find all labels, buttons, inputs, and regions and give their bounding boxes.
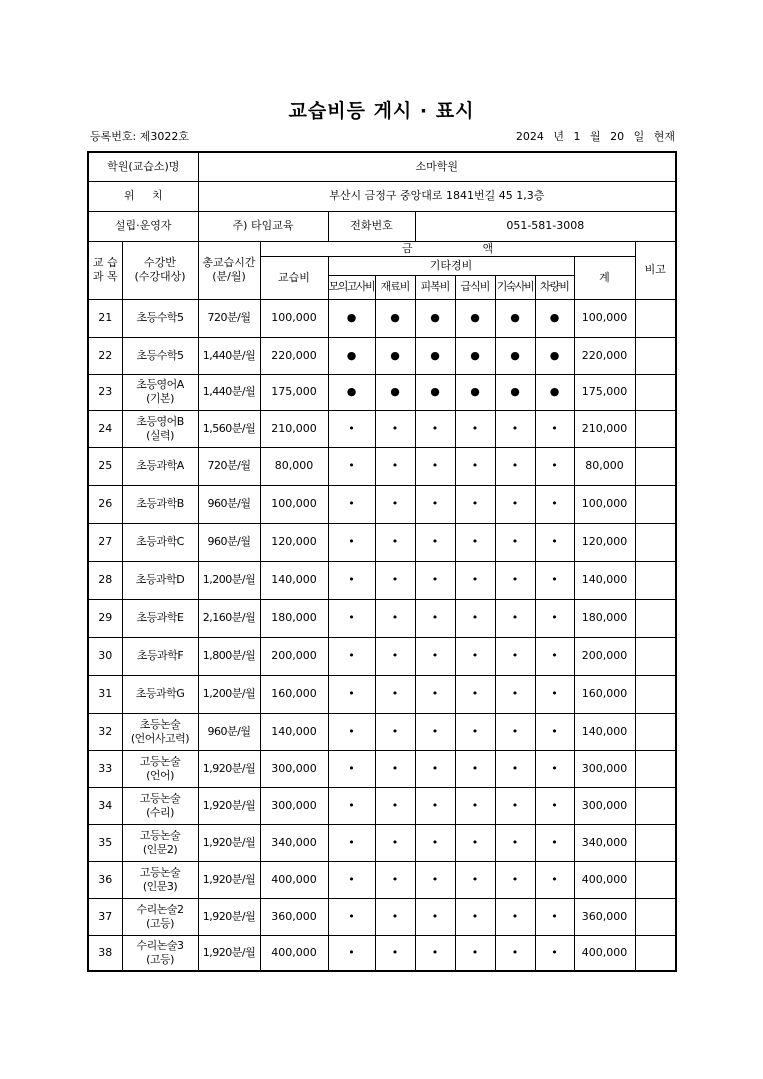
total-cell: 300,000 — [574, 750, 635, 787]
note-cell — [635, 447, 676, 485]
mock-exam-mark: • — [328, 935, 375, 971]
total-cell: 100,000 — [574, 485, 635, 523]
mock-exam-mark: • — [328, 599, 375, 637]
uniform-mark: • — [415, 447, 455, 485]
mock-exam-mark: • — [328, 861, 375, 898]
note-cell — [635, 787, 676, 824]
vehicle-mark: • — [535, 898, 574, 935]
operator-label: 설립·운영자 — [88, 211, 198, 241]
course-cell: 고등논술 (인문3) — [122, 861, 198, 898]
vehicle-mark: • — [535, 713, 574, 750]
materials-mark: • — [375, 824, 415, 861]
total-cell: 220,000 — [574, 337, 635, 374]
tuition-cell: 100,000 — [260, 485, 328, 523]
mock-exam-mark: ● — [328, 337, 375, 374]
meals-mark: • — [455, 824, 495, 861]
tuition-cell: 200,000 — [260, 637, 328, 675]
dorm-mark: • — [495, 898, 535, 935]
hours-cell: 1,920분/월 — [198, 824, 260, 861]
mock-exam-mark: • — [328, 523, 375, 561]
meals-header: 급식비 — [455, 275, 495, 299]
phone-value: 051-581-3008 — [415, 211, 676, 241]
meals-mark: • — [455, 637, 495, 675]
vehicle-mark: ● — [535, 299, 574, 337]
mock-exam-mark: • — [328, 561, 375, 599]
course-cell: 초등과학E — [122, 599, 198, 637]
hours-cell: 960분/월 — [198, 523, 260, 561]
total-cell: 80,000 — [574, 447, 635, 485]
total-header: 계 — [574, 256, 635, 299]
tuition-cell: 140,000 — [260, 713, 328, 750]
course-cell: 초등수학5 — [122, 299, 198, 337]
meals-mark: ● — [455, 374, 495, 410]
total-cell: 300,000 — [574, 787, 635, 824]
total-cell: 100,000 — [574, 299, 635, 337]
uniform-mark: • — [415, 523, 455, 561]
subject-no-cell: 32 — [88, 713, 122, 750]
vehicle-mark: • — [535, 447, 574, 485]
subject-no-cell: 29 — [88, 599, 122, 637]
dorm-mark: • — [495, 935, 535, 971]
meals-mark: • — [455, 599, 495, 637]
materials-mark: • — [375, 898, 415, 935]
uniform-mark: • — [415, 935, 455, 971]
tuition-cell: 160,000 — [260, 675, 328, 713]
uniform-mark: ● — [415, 299, 455, 337]
mock-exam-mark: • — [328, 637, 375, 675]
subject-no-cell: 37 — [88, 898, 122, 935]
vehicle-mark: • — [535, 935, 574, 971]
subject-no-cell: 26 — [88, 485, 122, 523]
mock-exam-mark: ● — [328, 299, 375, 337]
tuition-cell: 340,000 — [260, 824, 328, 861]
subject-header: 교 습 과 목 — [88, 241, 122, 299]
uniform-mark: • — [415, 787, 455, 824]
vehicle-header: 차량비 — [535, 275, 574, 299]
table-row — [88, 637, 676, 675]
tuition-cell: 100,000 — [260, 299, 328, 337]
table-row — [88, 485, 676, 523]
page-title: 교습비등 게시 · 표시 — [288, 100, 475, 122]
hours-cell: 1,440분/월 — [198, 374, 260, 410]
note-cell — [635, 410, 676, 447]
registration-number: 등록번호: 제3022호 — [90, 130, 189, 143]
course-cell: 초등영어A (기본) — [122, 374, 198, 410]
course-cell: 초등과학A — [122, 447, 198, 485]
materials-mark: • — [375, 561, 415, 599]
hours-cell: 1,920분/월 — [198, 750, 260, 787]
uniform-mark: • — [415, 485, 455, 523]
note-cell — [635, 637, 676, 675]
materials-mark: • — [375, 447, 415, 485]
uniform-mark: • — [415, 410, 455, 447]
tuition-cell: 210,000 — [260, 410, 328, 447]
table-row — [88, 750, 676, 787]
hours-cell: 720분/월 — [198, 447, 260, 485]
tuition-cell: 300,000 — [260, 787, 328, 824]
subject-no-cell: 31 — [88, 675, 122, 713]
table-row — [88, 935, 676, 971]
mock-exam-header: 모의고사비 — [328, 275, 375, 299]
uniform-mark: • — [415, 898, 455, 935]
note-cell — [635, 898, 676, 935]
meals-mark: ● — [455, 337, 495, 374]
other-expenses-header: 기타경비 — [328, 256, 574, 275]
tuition-cell: 180,000 — [260, 599, 328, 637]
dorm-mark: ● — [495, 299, 535, 337]
hours-cell: 1,920분/월 — [198, 787, 260, 824]
course-cell: 초등과학B — [122, 485, 198, 523]
total-cell: 180,000 — [574, 599, 635, 637]
uniform-mark: • — [415, 713, 455, 750]
table-row — [88, 337, 676, 374]
subject-no-cell: 34 — [88, 787, 122, 824]
hours-cell: 2,160분/월 — [198, 599, 260, 637]
materials-mark: • — [375, 861, 415, 898]
table-row — [88, 523, 676, 561]
hours-cell: 1,920분/월 — [198, 898, 260, 935]
mock-exam-mark: ● — [328, 374, 375, 410]
materials-mark: ● — [375, 337, 415, 374]
meals-mark: • — [455, 713, 495, 750]
name-value: 소마학원 — [198, 152, 676, 181]
tuition-cell: 400,000 — [260, 935, 328, 971]
table-row — [88, 299, 676, 337]
vehicle-mark: • — [535, 750, 574, 787]
dorm-mark: • — [495, 485, 535, 523]
hours-cell: 1,200분/월 — [198, 561, 260, 599]
course-cell: 고등논술 (언어) — [122, 750, 198, 787]
course-header: 수강반 (수강대상) — [122, 241, 198, 299]
materials-mark: ● — [375, 374, 415, 410]
vehicle-mark: • — [535, 637, 574, 675]
course-cell: 초등수학5 — [122, 337, 198, 374]
subject-no-cell: 36 — [88, 861, 122, 898]
hours-cell: 960분/월 — [198, 485, 260, 523]
hours-cell: 1,800분/월 — [198, 637, 260, 675]
course-cell: 수리논술3 (고등) — [122, 935, 198, 971]
subject-no-cell: 30 — [88, 637, 122, 675]
table-row — [88, 561, 676, 599]
materials-header: 재료비 — [375, 275, 415, 299]
materials-mark: • — [375, 713, 415, 750]
vehicle-mark: • — [535, 561, 574, 599]
meals-mark: • — [455, 523, 495, 561]
dorm-mark: • — [495, 523, 535, 561]
subject-no-cell: 27 — [88, 523, 122, 561]
mock-exam-mark: • — [328, 824, 375, 861]
materials-mark: • — [375, 523, 415, 561]
location-value: 부산시 금정구 중앙대로 1841번길 45 1,3층 — [198, 181, 676, 211]
total-cell: 120,000 — [574, 523, 635, 561]
uniform-mark: ● — [415, 337, 455, 374]
materials-mark: • — [375, 485, 415, 523]
mock-exam-mark: • — [328, 410, 375, 447]
total-cell: 200,000 — [574, 637, 635, 675]
note-cell — [635, 299, 676, 337]
total-cell: 140,000 — [574, 561, 635, 599]
mock-exam-mark: • — [328, 713, 375, 750]
mock-exam-mark: • — [328, 750, 375, 787]
meals-mark: • — [455, 485, 495, 523]
fee-rows — [88, 299, 676, 971]
fee-table — [87, 151, 677, 972]
tuition-cell: 220,000 — [260, 337, 328, 374]
subject-no-cell: 22 — [88, 337, 122, 374]
meals-mark: • — [455, 410, 495, 447]
materials-mark: • — [375, 410, 415, 447]
uniform-mark: • — [415, 861, 455, 898]
subject-no-cell: 25 — [88, 447, 122, 485]
vehicle-mark: • — [535, 523, 574, 561]
note-cell — [635, 675, 676, 713]
uniform-mark: • — [415, 824, 455, 861]
vehicle-mark: • — [535, 824, 574, 861]
table-row — [88, 787, 676, 824]
hours-cell: 1,440분/월 — [198, 337, 260, 374]
note-cell — [635, 713, 676, 750]
vehicle-mark: ● — [535, 374, 574, 410]
total-cell: 360,000 — [574, 898, 635, 935]
vehicle-mark: • — [535, 599, 574, 637]
course-cell: 초등과학D — [122, 561, 198, 599]
note-cell — [635, 561, 676, 599]
vehicle-mark: • — [535, 410, 574, 447]
dorm-mark: • — [495, 824, 535, 861]
mock-exam-mark: • — [328, 447, 375, 485]
table-row — [88, 861, 676, 898]
materials-mark: • — [375, 935, 415, 971]
note-cell — [635, 337, 676, 374]
tuition-cell: 400,000 — [260, 861, 328, 898]
uniform-mark: • — [415, 675, 455, 713]
table-row — [88, 447, 676, 485]
tuition-cell: 140,000 — [260, 561, 328, 599]
dorm-header: 기숙사비 — [495, 275, 535, 299]
dorm-mark: • — [495, 713, 535, 750]
mock-exam-mark: • — [328, 485, 375, 523]
current-date: 2024 년 1 월 20 일 현재 — [515, 130, 675, 143]
table-row — [88, 410, 676, 447]
dorm-mark: • — [495, 599, 535, 637]
note-cell — [635, 861, 676, 898]
total-cell: 210,000 — [574, 410, 635, 447]
meals-mark: ● — [455, 299, 495, 337]
tuition-header: 교습비 — [260, 256, 328, 299]
course-cell: 고등논술 (인문2) — [122, 824, 198, 861]
course-cell: 초등과학G — [122, 675, 198, 713]
vehicle-mark: • — [535, 861, 574, 898]
name-row — [88, 152, 676, 181]
note-cell — [635, 750, 676, 787]
subject-no-cell: 24 — [88, 410, 122, 447]
dorm-mark: • — [495, 637, 535, 675]
dorm-mark: ● — [495, 337, 535, 374]
subject-no-cell: 21 — [88, 299, 122, 337]
note-cell — [635, 523, 676, 561]
hours-header: 총교습시간 (분/월) — [198, 241, 260, 299]
subject-no-cell: 33 — [88, 750, 122, 787]
meals-mark: • — [455, 561, 495, 599]
location-row — [88, 181, 676, 211]
uniform-mark: • — [415, 561, 455, 599]
hours-cell: 1,920분/월 — [198, 935, 260, 971]
subject-no-cell: 28 — [88, 561, 122, 599]
course-cell: 초등영어B (실력) — [122, 410, 198, 447]
materials-mark: • — [375, 675, 415, 713]
hours-cell: 720분/월 — [198, 299, 260, 337]
dorm-mark: • — [495, 410, 535, 447]
table-row — [88, 898, 676, 935]
meals-mark: • — [455, 447, 495, 485]
hours-cell: 1,200분/월 — [198, 675, 260, 713]
tuition-cell: 80,000 — [260, 447, 328, 485]
dorm-mark: • — [495, 447, 535, 485]
vehicle-mark: • — [535, 787, 574, 824]
note-cell — [635, 935, 676, 971]
dorm-mark: ● — [495, 374, 535, 410]
subject-no-cell: 35 — [88, 824, 122, 861]
table-row — [88, 599, 676, 637]
hours-cell: 1,560분/월 — [198, 410, 260, 447]
note-cell — [635, 599, 676, 637]
meals-mark: • — [455, 787, 495, 824]
note-cell — [635, 374, 676, 410]
operator-row — [88, 211, 676, 241]
dorm-mark: • — [495, 561, 535, 599]
hours-cell: 960분/월 — [198, 713, 260, 750]
total-cell: 140,000 — [574, 713, 635, 750]
operator-value: 주) 타임교육 — [198, 211, 328, 241]
uniform-mark: ● — [415, 374, 455, 410]
mock-exam-mark: • — [328, 787, 375, 824]
meals-mark: • — [455, 675, 495, 713]
uniform-mark: • — [415, 599, 455, 637]
course-cell: 초등과학C — [122, 523, 198, 561]
dorm-mark: • — [495, 861, 535, 898]
meals-mark: • — [455, 861, 495, 898]
hours-cell: 1,920분/월 — [198, 861, 260, 898]
tuition-cell: 175,000 — [260, 374, 328, 410]
vehicle-mark: ● — [535, 337, 574, 374]
materials-mark: • — [375, 599, 415, 637]
location-label: 위 치 — [88, 181, 198, 211]
meals-mark: • — [455, 898, 495, 935]
uniform-mark: • — [415, 750, 455, 787]
meals-mark: • — [455, 935, 495, 971]
dorm-mark: • — [495, 787, 535, 824]
materials-mark: • — [375, 787, 415, 824]
dorm-mark: • — [495, 675, 535, 713]
materials-mark: • — [375, 750, 415, 787]
total-cell: 340,000 — [574, 824, 635, 861]
tuition-cell: 300,000 — [260, 750, 328, 787]
total-cell: 160,000 — [574, 675, 635, 713]
course-cell: 고등논술 (수리) — [122, 787, 198, 824]
mock-exam-mark: • — [328, 675, 375, 713]
header-row-1 — [88, 241, 676, 256]
vehicle-mark: • — [535, 485, 574, 523]
amount-header: 금 액 — [260, 241, 635, 256]
note-cell — [635, 824, 676, 861]
subject-no-cell: 38 — [88, 935, 122, 971]
table-row — [88, 824, 676, 861]
total-cell: 400,000 — [574, 861, 635, 898]
note-cell — [635, 485, 676, 523]
uniform-header: 피복비 — [415, 275, 455, 299]
name-label: 학원(교습소)명 — [88, 152, 198, 181]
materials-mark: • — [375, 637, 415, 675]
table-row — [88, 374, 676, 410]
phone-label: 전화번호 — [328, 211, 415, 241]
uniform-mark: • — [415, 637, 455, 675]
table-row — [88, 675, 676, 713]
vehicle-mark: • — [535, 675, 574, 713]
dorm-mark: • — [495, 750, 535, 787]
tuition-cell: 120,000 — [260, 523, 328, 561]
meals-mark: • — [455, 750, 495, 787]
mock-exam-mark: • — [328, 898, 375, 935]
tuition-cell: 360,000 — [260, 898, 328, 935]
course-cell: 수리논술2 (고등) — [122, 898, 198, 935]
subject-no-cell: 23 — [88, 374, 122, 410]
note-header: 비고 — [635, 241, 676, 299]
course-cell: 초등과학F — [122, 637, 198, 675]
total-cell: 175,000 — [574, 374, 635, 410]
table-row — [88, 713, 676, 750]
materials-mark: ● — [375, 299, 415, 337]
course-cell: 초등논술 (언어사고력) — [122, 713, 198, 750]
total-cell: 400,000 — [574, 935, 635, 971]
